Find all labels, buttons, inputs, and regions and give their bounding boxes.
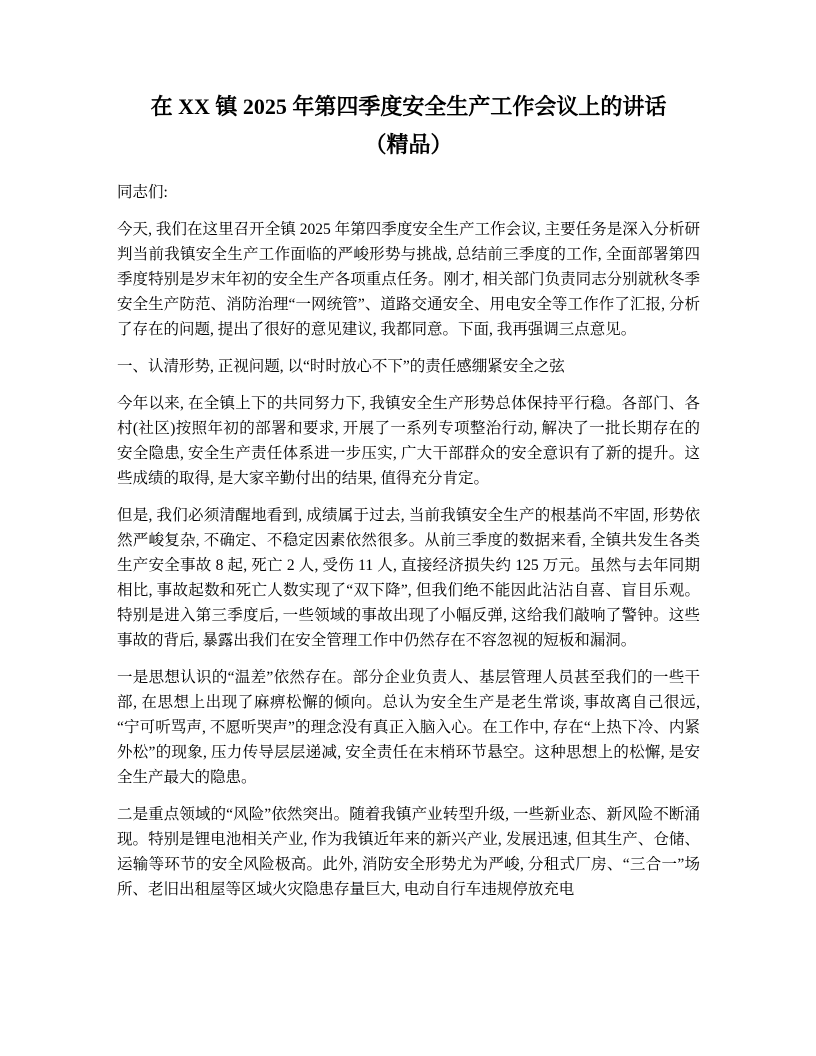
salutation: 同志们: xyxy=(117,184,168,201)
document-title xyxy=(117,88,700,164)
document-title-line-2: （精品） xyxy=(364,132,453,157)
paragraph-achievements: 今年以来, 在全镇上下的共同努力下, 我镇安全生产形势总体保持平行稳。各部门、各村(社区)按照年初的部署和要求, 开展了一系列专项整治行动, 解决了一批长期存在的安全隐患, 安全生产责任体系进一步压实, 广大干部群众的安全意识有了新的提升。这些成绩的取得, 是大家辛勤付出的结果, 值得充分肯定。 xyxy=(117,395,700,487)
section-heading-1: 一、认清形势, 正视问题, 以“时时放心不下”的责任感绷紧安全之弦 xyxy=(117,358,565,375)
paragraph-point-one-thinking-gap: 一是思想认识的“温差”依然存在。部分企业负责人、基层管理人员甚至我们的一些干部, 在思想上出现了麻痹松懈的倾向。总认为安全生产是老生常谈, 事故离自己很远, “宁可听骂声, 不愿听哭声”的理念没有真正入脑入心。在工作中, 存在“上热下冷、内紧外松”的现象, 压力传导层层递减, 安全责任在末梢环节悬空。这种思想上的松懈, 是安全生产最大的隐患。 xyxy=(117,669,700,786)
paragraph-point-two-key-risks: 二是重点领域的“风险”依然突出。随着我镇产业转型升级, 一些新业态、新风险不断涌现。特别是锂电池相关产业, 作为我镇近年来的新兴产业, 发展迅速, 但其生产、仓储、运输等环节的安全风险极高。此外, 消防安全形势尤为严峻, 分租式厂房、“三合一”场所、老旧出租屋等区域火灾隐患存量巨大, 电动自行车违规停放充电 xyxy=(117,806,700,898)
paragraph-opening: 今天, 我们在这里召开全镇 2025 年第四季度安全生产工作会议, 主要任务是深入分析研判当前我镇安全生产工作面临的严峻形势与挑战, 总结前三季度的工作, 全面部署第四季度特别是岁末年初的安全生产各项重点任务。刚才, 相关部门负责同志分别就秋冬季安全生产防范、消防治理“一网统管”、道路交通安全、用电安全等工作作了汇报, 分析了存在的问题, 提出了很好的意见建议, 我都同意。下面, 我再强调三点意见。 xyxy=(117,221,700,338)
document-title-line-1: 在 XX 镇 2025 年第四季度安全生产工作会议上的讲话 xyxy=(150,94,667,119)
paragraph-situation-analysis: 但是, 我们必须清醒地看到, 成绩属于过去, 当前我镇安全生产的根基尚不牢固, 形势依然严峻复杂, 不确定、不稳定因素依然很多。从前三季度的数据来看, 全镇共发生各类生产安全事故 8 起, 死亡 2 人, 受伤 11 人, 直接经济损失约 125 万元。虽然与去年同期相比, 事故起数和死亡人数实现了“双下降”, 但我们绝不能因此沾沾自喜、盲目乐观。特别是进入第三季度后, 一些领域的事故出现了小幅反弹, 这给我们敲响了警钟。这些事故的背后, 暴露出我们在安全管理工作中仍然存在不容忽视的短板和漏洞。 xyxy=(117,507,700,649)
